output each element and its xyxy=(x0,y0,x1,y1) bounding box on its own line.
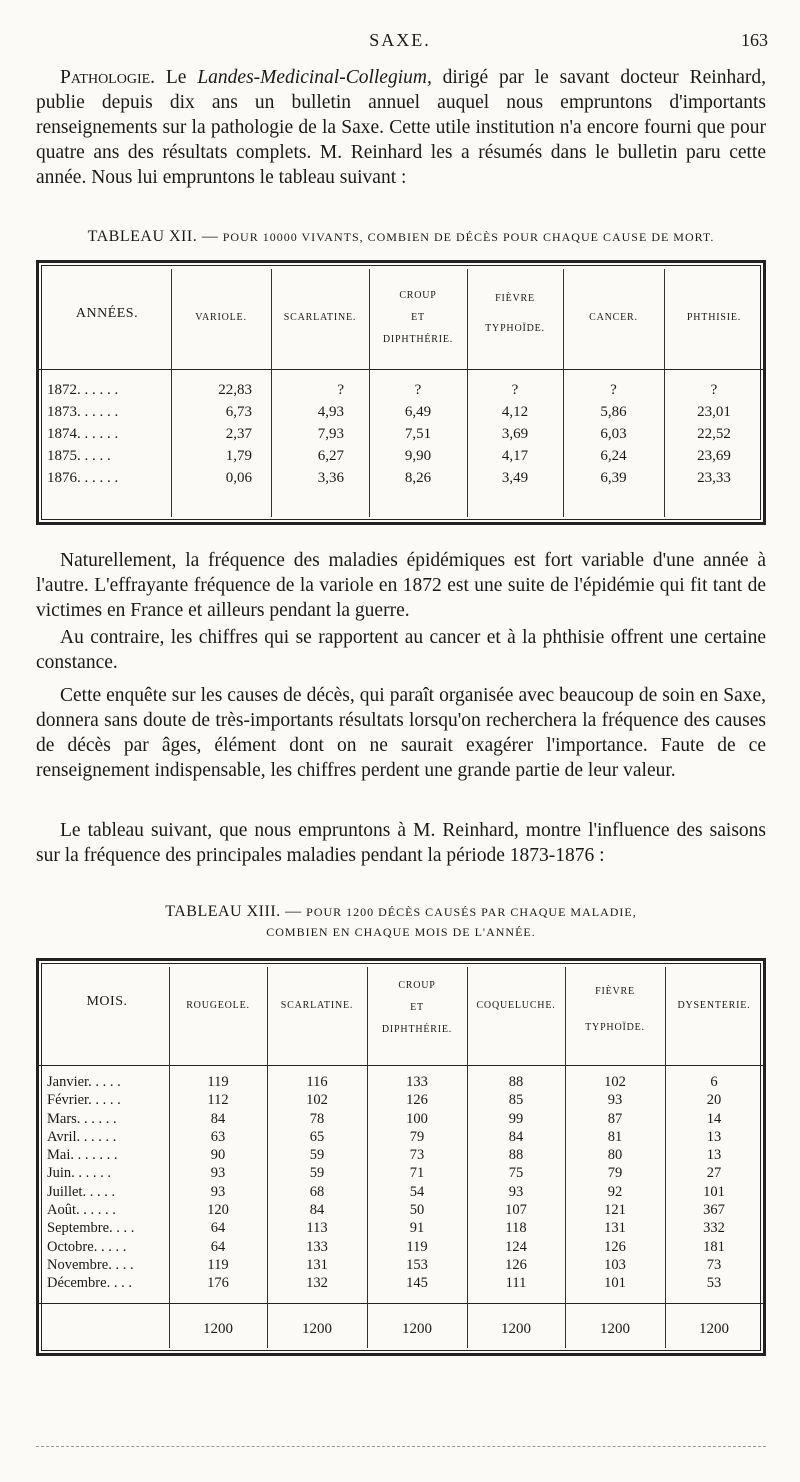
cell-fievre: 101 xyxy=(604,1275,626,1292)
th-coqueluche: COQUELUCHE. xyxy=(476,1000,556,1011)
cell-croup: 71 xyxy=(409,1165,425,1182)
cell-dysenterie: 101 xyxy=(703,1183,725,1200)
paragraph-tableau-suivant xyxy=(36,818,766,868)
cell-coqueluche: 111 xyxy=(505,1275,527,1292)
cell-dysenterie: 27 xyxy=(706,1165,722,1182)
cell-scarlatine: 102 xyxy=(306,1092,328,1109)
cell-dysenterie: 332 xyxy=(703,1220,725,1237)
cell-mois: Janvier. . . . . xyxy=(47,1074,121,1090)
table12 xyxy=(36,260,766,525)
cell-croup: 79 xyxy=(409,1128,425,1145)
cell-rougeole: 120 xyxy=(207,1202,229,1219)
th-croup-l1: CROUP xyxy=(399,290,437,301)
cell-croup: 145 xyxy=(406,1275,428,1292)
p1-text-a: Le xyxy=(155,67,198,88)
th-croup13-l2: ET xyxy=(410,1002,424,1013)
col-rougeole xyxy=(170,1073,266,1293)
cell-mois: Décembre. . . . xyxy=(47,1275,132,1292)
cell-annee: 1873. . . . . . xyxy=(47,404,119,420)
cell-croup: 73 xyxy=(409,1147,425,1164)
th-fievre13-l2: TYPHOÏDE. xyxy=(585,1022,645,1033)
cell-annee: 1874. . . . . . xyxy=(47,426,119,442)
table12-caption xyxy=(36,228,766,246)
running-title: SAXE. xyxy=(369,30,431,50)
cell-mois: Juin. . . . . . xyxy=(47,1165,112,1182)
cell-fievre: 3,69 xyxy=(501,426,529,442)
col-phthisie xyxy=(665,379,763,489)
cell-rougeole: 64 xyxy=(210,1220,226,1237)
cell-coqueluche: 75 xyxy=(508,1165,524,1182)
cell-scarlatine: 116 xyxy=(306,1074,328,1090)
cell-fievre: 102 xyxy=(604,1074,626,1090)
cell-rougeole: 93 xyxy=(210,1165,226,1182)
p4-text: Cette enquête sur les causes de décès, qui paraît organisée avec beaucoup de soin en Saxe, donnera sans doute de très-importants résultats lorsqu'on recherchera la fréquence des causes de décès par âges, élément dont on ne saurait exagérer l'importance. Faute de ce renseignement indispensable, les chiffres perdent une grande partie de leur valeur. xyxy=(36,685,766,781)
col-cancer xyxy=(564,379,663,489)
cell-fievre: 3,49 xyxy=(501,470,529,486)
cell-fievre: 92 xyxy=(607,1183,623,1200)
cell-mois: Mai. . . . . . . xyxy=(47,1147,118,1164)
cell-scarlatine: 3,36 xyxy=(317,470,344,486)
cell-cancer: 6,24 xyxy=(600,448,627,464)
cell-variole: 2,37 xyxy=(225,426,252,442)
cell-rougeole: 84 xyxy=(210,1110,226,1127)
cell-coqueluche: 126 xyxy=(505,1256,527,1273)
cell-rougeole: 90 xyxy=(210,1147,226,1164)
th-croup13-l1: CROUP xyxy=(398,980,436,991)
cell-scarlatine: 59 xyxy=(309,1165,325,1182)
cell-fievre: 103 xyxy=(604,1256,626,1273)
cell-croup: 133 xyxy=(406,1074,428,1090)
cell-dysenterie: 13 xyxy=(706,1128,722,1145)
th-fievre13-l1: FIÈVRE xyxy=(595,986,635,997)
col-dysenterie xyxy=(666,1073,762,1293)
cell-dysenterie: 53 xyxy=(706,1275,722,1292)
col-coqueluche xyxy=(468,1073,564,1293)
cell-fievre: 121 xyxy=(604,1202,626,1219)
cell-phthisie: ? xyxy=(710,382,718,398)
paragraph-enquete xyxy=(36,683,766,783)
cell-mois: Novembre. . . . xyxy=(47,1256,134,1273)
cell-croup: 153 xyxy=(406,1256,428,1273)
cell-scarlatine: 131 xyxy=(306,1256,328,1273)
cell-cancer: 5,86 xyxy=(600,404,627,420)
cell-dysenterie: 367 xyxy=(703,1202,725,1219)
cell-scarlatine: 68 xyxy=(309,1183,325,1200)
th-cancer: CANCER. xyxy=(589,312,638,323)
th-croup-l2: ET xyxy=(411,312,425,323)
cell-coqueluche: 85 xyxy=(508,1092,524,1109)
cell-fievre: 79 xyxy=(607,1165,623,1182)
running-header xyxy=(0,30,800,54)
cell-rougeole: 119 xyxy=(207,1074,229,1090)
p5-text: Le tableau suivant, que nous empruntons à M. Reinhard, montre l'influence des saisons sur la fréquence des principales maladies pendant la période 1873-1876 : xyxy=(36,820,766,866)
cell-rougeole: 119 xyxy=(207,1256,229,1273)
cell-phthisie: 23,69 xyxy=(697,448,731,464)
table13-caption-rest1: POUR 1200 DÉCÈS CAUSÉS PAR CHAQUE MALADIE, xyxy=(306,905,637,919)
cell-dysenterie: 20 xyxy=(706,1092,722,1109)
cell-mois: Mars. . . . . . xyxy=(47,1110,117,1127)
cell-rougeole: 176 xyxy=(207,1275,229,1292)
th-fievre-13 xyxy=(566,981,664,1039)
cell-scarlatine: 7,93 xyxy=(317,426,344,442)
cell-croup: 9,90 xyxy=(404,448,432,464)
cell-scarlatine: 4,93 xyxy=(317,404,344,420)
total-dysenterie: 1200 xyxy=(699,1321,729,1337)
cell-scarlatine: ? xyxy=(337,382,344,398)
cell-phthisie: 22,52 xyxy=(697,426,731,442)
th-fievre-l2: TYPHOÏDE. xyxy=(485,323,545,334)
total-scarlatine: 1200 xyxy=(302,1321,332,1337)
th-croup13-l3: DIPHTHÉRIE. xyxy=(381,1024,453,1035)
table13-caption xyxy=(36,903,766,940)
cell-coqueluche: 124 xyxy=(505,1238,527,1255)
cell-mois: Août. . . . . . xyxy=(47,1202,116,1219)
bottom-rule xyxy=(36,1446,766,1447)
cell-coqueluche: 84 xyxy=(508,1128,524,1145)
cell-variole: 6,73 xyxy=(225,404,252,420)
th-mois: MOIS. xyxy=(86,994,128,1009)
cell-mois: Juillet. . . . . xyxy=(47,1183,116,1200)
col-fievre-13 xyxy=(566,1073,664,1293)
p1-text-b: dirigé par le savant docteur Reinhard, publie depuis dix ans un bulletin annuel auquel nous empruntons d'importants renseignements sur la pathologie de la Saxe. Cette utile institution n'a encore fourni que pour quatre ans des résultats complets. M. Reinhard les a résumés dans le bulletin paru cette année. Nous lui empruntons le tableau suivant : xyxy=(36,67,766,188)
table12-caption-main: TABLEAU XII. — xyxy=(87,228,223,245)
cell-dysenterie: 6 xyxy=(710,1074,718,1090)
cell-fievre: 93 xyxy=(607,1092,623,1109)
page-number: 163 xyxy=(741,30,768,50)
cell-fievre: 80 xyxy=(607,1147,623,1164)
cell-phthisie: 23,01 xyxy=(697,404,731,420)
total-croup: 1200 xyxy=(402,1321,432,1337)
table13-caption-main: TABLEAU XIII. — xyxy=(165,903,307,920)
paragraph-naturellement xyxy=(36,548,766,623)
cell-coqueluche: 88 xyxy=(508,1074,524,1090)
cell-coqueluche: 99 xyxy=(508,1110,524,1127)
cell-coqueluche: 118 xyxy=(505,1220,527,1237)
cell-variole: 1,79 xyxy=(225,448,252,464)
th-fievre xyxy=(468,288,562,340)
cell-scarlatine: 78 xyxy=(309,1110,325,1127)
cell-dysenterie: 181 xyxy=(703,1238,725,1255)
cell-scarlatine: 132 xyxy=(306,1275,328,1292)
paragraph-au-contraire xyxy=(36,625,766,675)
p2-text: Naturellement, la fréquence des maladies épidémiques est fort variable d'une année à l'autre. L'effrayante fréquence de la variole en 1872 est une suite de l'épidémie qui fit tant de victimes en France et ailleurs pendant la guerre. xyxy=(36,550,766,621)
cell-scarlatine: 84 xyxy=(309,1202,325,1219)
cell-mois: Septembre. . . . xyxy=(47,1220,135,1237)
cell-dysenterie: 14 xyxy=(706,1110,722,1127)
cell-coqueluche: 93 xyxy=(508,1183,524,1200)
cell-croup: 91 xyxy=(409,1220,425,1237)
table12-caption-rest: POUR 10000 VIVANTS, COMBIEN DE DÉCÈS POUR CHAQUE CAUSE DE MORT. xyxy=(222,230,715,244)
cell-rougeole: 63 xyxy=(210,1128,226,1145)
cell-fievre: 126 xyxy=(604,1238,626,1255)
col-croup-13 xyxy=(368,1073,466,1293)
cell-fievre: 87 xyxy=(607,1110,623,1127)
th-croup xyxy=(370,285,466,351)
table13-caption-rest2: COMBIEN EN CHAQUE MOIS DE L'ANNÉE. xyxy=(266,925,536,939)
cell-croup: 126 xyxy=(406,1092,428,1109)
cell-fievre: ? xyxy=(511,382,519,398)
th-fievre-l1: FIÈVRE xyxy=(495,293,535,304)
cell-variole: 22,83 xyxy=(218,382,252,398)
cell-croup: 8,26 xyxy=(404,470,432,486)
col-fievre xyxy=(468,379,562,489)
col-croup xyxy=(370,379,466,489)
th-scarlatine: SCARLATINE. xyxy=(283,312,357,323)
cell-rougeole: 64 xyxy=(210,1238,226,1255)
cell-scarlatine: 59 xyxy=(309,1147,325,1164)
col-variole xyxy=(172,379,252,489)
cell-mois: Octobre. . . . . xyxy=(47,1238,127,1255)
cell-mois: Avril. . . . . . xyxy=(47,1128,117,1145)
cell-croup: 119 xyxy=(406,1238,428,1255)
institution-name: Landes-Medicinal-Collegium, xyxy=(197,67,432,88)
th-phthisie: PHTHISIE. xyxy=(686,312,742,323)
col-annees xyxy=(47,379,171,489)
cell-annee: 1876. . . . . . xyxy=(47,470,119,486)
th-variole: VARIOLE. xyxy=(195,312,247,323)
cell-cancer: ? xyxy=(610,382,617,398)
cell-variole: 0,06 xyxy=(225,470,252,486)
col-scarlatine xyxy=(272,379,344,489)
cell-dysenterie: 73 xyxy=(706,1256,722,1273)
cell-croup: 6,49 xyxy=(404,404,432,420)
p3-text: Au contraire, les chiffres qui se rapportent au cancer et à la phthisie offrent une certaine constance. xyxy=(36,627,766,673)
cell-croup: 50 xyxy=(409,1202,425,1219)
cell-croup: 100 xyxy=(406,1110,428,1127)
cell-fievre: 81 xyxy=(607,1128,623,1145)
cell-mois: Février. . . . . xyxy=(47,1092,121,1109)
th-rougeole: ROUGEOLE. xyxy=(186,1000,250,1011)
cell-coqueluche: 88 xyxy=(508,1147,524,1164)
th-croup-l3: DIPHTHÉRIE. xyxy=(382,334,454,345)
cell-croup: ? xyxy=(414,382,422,398)
cell-fievre: 4,12 xyxy=(501,404,529,420)
th-scarlatine-13: SCARLATINE. xyxy=(280,1000,354,1011)
total-rougeole: 1200 xyxy=(203,1321,233,1337)
th-dysenterie: DYSENTERIE. xyxy=(677,1000,751,1011)
th-croup-13 xyxy=(368,975,466,1041)
th-annees: ANNÉES. xyxy=(75,306,139,321)
total-fievre: 1200 xyxy=(600,1321,630,1337)
cell-rougeole: 93 xyxy=(210,1183,226,1200)
col-scarlatine-13 xyxy=(268,1073,366,1293)
cell-rougeole: 112 xyxy=(207,1092,229,1109)
cell-scarlatine: 6,27 xyxy=(317,448,344,464)
table13 xyxy=(36,958,766,1356)
cell-annee: 1875. . . . . xyxy=(47,448,111,464)
cell-croup: 7,51 xyxy=(404,426,432,442)
cell-phthisie: 23,33 xyxy=(697,470,731,486)
cell-fievre: 4,17 xyxy=(501,448,529,464)
cell-scarlatine: 133 xyxy=(306,1238,328,1255)
col-mois xyxy=(47,1073,171,1293)
lead-word: Pathologie. xyxy=(60,67,156,88)
cell-dysenterie: 13 xyxy=(706,1147,722,1164)
cell-scarlatine: 65 xyxy=(309,1128,325,1145)
cell-coqueluche: 107 xyxy=(505,1202,527,1219)
cell-croup: 54 xyxy=(409,1183,425,1200)
cell-annee: 1872. . . . . . xyxy=(47,382,119,398)
paragraph-pathologie xyxy=(36,65,766,190)
cell-cancer: 6,03 xyxy=(600,426,627,442)
total-coqueluche: 1200 xyxy=(501,1321,531,1337)
cell-cancer: 6,39 xyxy=(600,470,627,486)
cell-fievre: 131 xyxy=(604,1220,626,1237)
cell-scarlatine: 113 xyxy=(306,1220,328,1237)
